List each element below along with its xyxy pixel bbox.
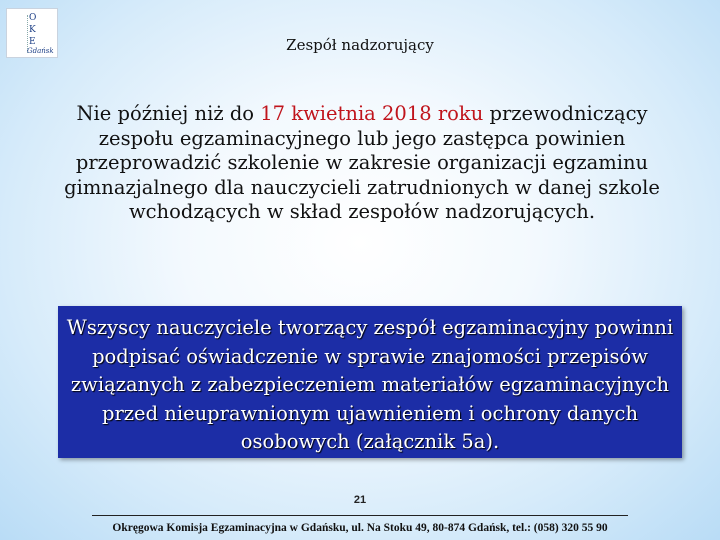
main-paragraph-start: Nie później niż do xyxy=(76,102,261,125)
logo-letter-k: K xyxy=(29,25,36,35)
page-number: 21 xyxy=(353,494,367,506)
main-paragraph xyxy=(38,102,686,225)
notice-text: Wszyscy nauczyciele tworzący zespół egzaminacyjny powinni podpisać oświadczenie w sprawie znajomości przepisów związanych z zabezpieczeniem materiałów egzaminacyjnych przed nieuprawnionym ujawnieniem i ochrony danych osobowych (załącznik 5a). xyxy=(66,316,674,453)
footer-divider xyxy=(92,515,628,516)
footer-address: Okręgowa Komisja Egzaminacyjna w Gdańsku, ul. Na Stoku 49, 80-874 Gdańsk, tel.: (058) 320 55 90 xyxy=(112,522,608,534)
logo-letter-o: O xyxy=(29,13,37,23)
notice-box xyxy=(58,306,682,458)
deadline-date: 17 kwietnia 2018 roku xyxy=(260,102,484,125)
main-paragraph-rest: przewodniczący zespołu egzaminacyjnego lub jego zastępca powinien przeprowadzić szkolenie w zakresie organizacji egzaminu gimnazjalnego dla nauczycieli zatrudnionych w danej szkole wchodzących w skład zespołów nadzorujących. xyxy=(64,102,660,223)
slide-title: Zespół nadzorujący xyxy=(286,36,434,54)
logo-letter-e: E xyxy=(29,37,36,47)
logo-city: Gdańsk xyxy=(27,47,54,55)
